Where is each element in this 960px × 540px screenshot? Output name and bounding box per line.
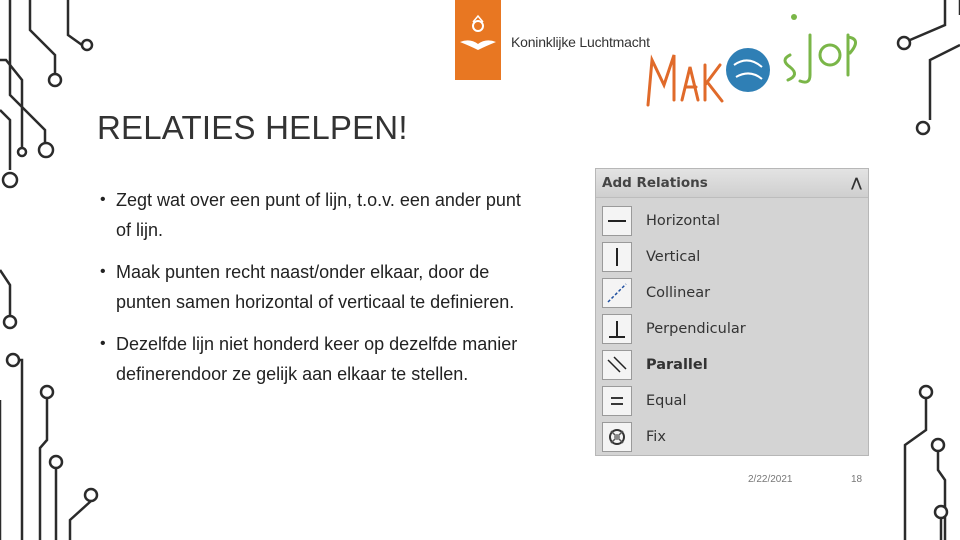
bullet-dot-icon: • [100, 263, 106, 280]
air-force-logo [455, 0, 501, 80]
add-relations-panel [595, 168, 869, 456]
bullet-dot-icon: • [100, 191, 106, 208]
relation-parallel[interactable] [602, 347, 868, 383]
perpendicular-icon [602, 314, 632, 344]
wings-emblem-icon [455, 0, 501, 80]
relation-vertical[interactable] [602, 239, 868, 275]
vertical-icon [602, 242, 632, 272]
equal-icon [602, 386, 632, 416]
org-name: Koninklijke Luchtmacht [511, 34, 650, 50]
bullet-item: • Dezelfde lijn niet honderd keer op dezelfde manier definerendoor ze gelijk aan elkaar te stellen. [100, 329, 540, 389]
bullet-list [100, 185, 540, 401]
makersjop-logo [640, 5, 865, 115]
fix-icon [602, 422, 632, 452]
relation-collinear[interactable] [602, 275, 868, 311]
relation-fix[interactable] [602, 419, 868, 455]
slide-title: RELATIES HELPEN! [97, 109, 408, 146]
collinear-icon [602, 278, 632, 308]
panel-title: Add Relations [602, 175, 708, 191]
relation-label: Parallel [646, 357, 708, 373]
relation-label: Perpendicular [646, 321, 746, 337]
relations-list [602, 203, 868, 455]
bullet-item: • Zegt wat over een punt of lijn, t.o.v. een ander punt of lijn. [100, 185, 540, 245]
relation-label: Vertical [646, 249, 701, 265]
bullet-item: • Maak punten recht naast/onder elkaar, door de punten samen horizontal of verticaal te definieren. [100, 257, 540, 317]
parallel-icon [602, 350, 632, 380]
relation-equal[interactable] [602, 383, 868, 419]
relation-label: Collinear [646, 285, 711, 301]
relation-label: Horizontal [646, 213, 721, 229]
horizontal-icon [602, 206, 632, 236]
bullet-dot-icon: • [100, 335, 106, 352]
relation-horizontal[interactable] [602, 203, 868, 239]
relation-label: Fix [646, 429, 666, 445]
panel-header [596, 169, 868, 198]
slide-date: 2/22/2021 [748, 474, 793, 485]
relation-perpendicular[interactable] [602, 311, 868, 347]
relation-label: Equal [646, 393, 687, 409]
page-number: 18 [851, 474, 863, 485]
double-chevron-up-icon[interactable]: ⋀ [851, 175, 862, 191]
